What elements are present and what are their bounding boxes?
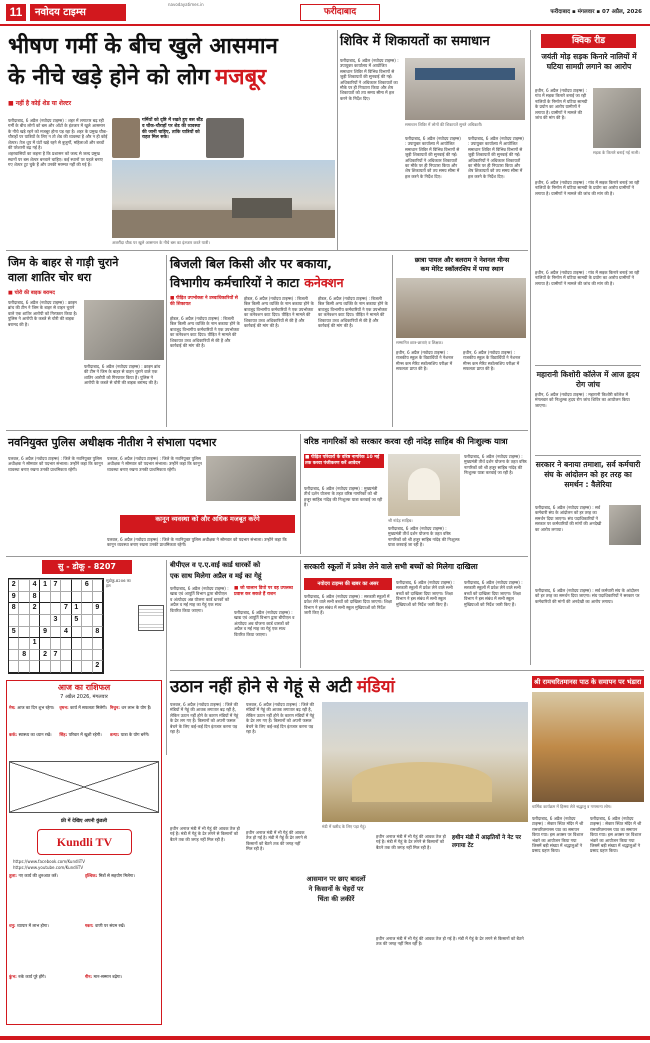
sudoku-cell	[51, 603, 61, 615]
rashi-name: मेष:	[9, 705, 18, 710]
rashi-name: कन्या:	[109, 731, 121, 737]
sudoku-cell	[61, 638, 71, 650]
lead-body-1: फरीदाबाद, 6 अप्रैल (नवोदय टाइम्स) : शहर में लगातार बढ़ रही गर्मी के बीच लोगों को बस और ऑटो के इंतजार में खुले आसमान के नीचे खड़े रहने को मजबूर होना पड़ रहा है। शहर के प्रमुख चौक-चौराहों पर यात्रियों के लिए न तो शेड की व्यवस्था है और न ही कोई शेल्टर। तेज धूप में घंटों खड़े रहने से बुजुर्गों, महिलाओं और बच्चों की परेशानी बढ़ गई है।	[8, 118, 108, 151]
sudoku-cell: 4	[61, 627, 71, 639]
sudoku-cell	[61, 592, 71, 604]
sudoku-cell	[82, 638, 92, 650]
masthead	[0, 0, 650, 26]
sudoku-cell	[40, 603, 50, 615]
sudoku-cell	[9, 638, 19, 650]
sudoku-cell	[9, 661, 19, 673]
sudoku-cell	[72, 627, 82, 639]
jim-kicker: ■ चोरी की बाइक बरामद	[8, 290, 55, 296]
sudoku-cell	[72, 592, 82, 604]
bpl-headline-line2: एक साथ मिलेगा अप्रैल व मई का गेहूं	[170, 572, 262, 580]
sudoku-cell	[40, 592, 50, 604]
jim-body-col2: फरीदाबाद, 6 अप्रैल (नवोदय टाइम्स) : क्राइम ब्रांच की टीम ने जिम के बाहर से वाहन चुराने वाले एक शातिर आरोपी को गिरफ्तार किया है। पुलिस ने आरोपी के कब्जे से चोरी की बाइक बरामद की है।	[84, 364, 161, 386]
qr-story1-body-cont: हथीन, 6 अप्रैल (नवोदय टाइम्स) : गांव में सड़क किनारे बनाई जा रही नालियों के निर्माण में घटिया सामग्री के प्रयोग का आरोप ग्रामीणों ने लगाया है। ग्रामीणों ने मामले की जांच की मांग की है।	[535, 180, 640, 196]
rashi-name: तुला:	[9, 873, 19, 878]
sudoku-cell: 1	[40, 580, 50, 592]
sudoku-cell	[19, 603, 29, 615]
sudoku-cell	[93, 580, 103, 592]
qr-story1-photo	[593, 88, 641, 148]
kundli-facebook-link[interactable]: https://www.facebook.com/KundliTV	[13, 859, 85, 864]
sudoku-cell: 1	[72, 603, 82, 615]
lead-body-2: शहरवासियों का कहना है कि प्रशासन को जल्द से जल्द प्रमुख स्थानों पर बस शेल्टर बनवाने चाहिए। कई स्थानों पर पहले बनाए गए शेल्टर टूट चुके हैं और उनकी मरम्मत नहीं की गई है।	[8, 151, 103, 168]
sudoku-cell	[93, 615, 103, 627]
uthan-headline-text: उठान नहीं होने से गेहूं से अटी	[170, 677, 352, 697]
ramcharit-photo	[532, 692, 644, 802]
sudoku-cell	[19, 627, 29, 639]
sudoku-cell	[82, 592, 92, 604]
rashi-text: रुके कार्य पूरे होंगे।	[18, 973, 47, 979]
kundli-tag: फ्री में देखिए अपनी कुंडली	[61, 819, 107, 824]
rashi-name: सिंह:	[59, 731, 69, 737]
rashi-text: धन लाभ के योग हैं।	[121, 705, 152, 710]
rashi-text: यात्रा के योग बनेंगे।	[120, 731, 150, 737]
qr-story2-body: हथीन, 6 अप्रैल (नवोदय टाइम्स) : महारानी किशोरी कॉलेज में मंगलवार को निःशुल्क हृदय रोग जांच शिविर का आयोजन किया जाएगा।	[535, 392, 630, 408]
rashi-name: धनु:	[9, 923, 18, 929]
bijli-kicker: ■ पीड़ित उपभोक्ता ने उच्चाधिकारियों से की शिकायत	[170, 296, 238, 307]
rashi-text: कार्य में सफलता मिलेगी।	[70, 705, 108, 710]
uthan-caption: मंडी में खरीद के लिए पड़ा गेहूं।	[322, 824, 367, 829]
sudoku-cell	[61, 580, 71, 592]
bijli-headline-line2: विभागीय कर्मचारियों ने काटा	[170, 275, 300, 290]
sudoku-cell	[72, 638, 82, 650]
sudoku-cell	[40, 615, 50, 627]
shivir-caption: समाधान शिविर में लोगों की शिकायतें सुनते अधिकारी।	[405, 122, 483, 127]
rashi-text: मान-सम्मान बढ़ेगा।	[93, 973, 123, 979]
paper-name: नवोदय टाइम्स	[30, 4, 126, 21]
varishth-body-col2: फरीदाबाद, 6 अप्रैल (नवोदय टाइम्स) : मुख्यमंत्री तीर्थ दर्शन योजना के तहत वरिष्ठ नागरिकों को श्री हजूर साहिब नांदेड़ की निःशुल्क यात्रा करवाई जा रही है।	[388, 526, 460, 548]
varishth-headline: वरिष्ठ नागरिकों को सरकार करवा रही नांदेड़ साहिब की निःशुल्क यात्रा	[304, 436, 508, 446]
sudoku-cell	[72, 661, 82, 673]
chhatra-headline	[396, 256, 528, 273]
chhatra-headline-line2: कम मेरिट स्कॉलरशिप में पाया स्थान	[420, 264, 504, 273]
sudoku-cell	[40, 661, 50, 673]
sudoku-cell: 8	[30, 592, 40, 604]
varishth-body-col1: फरीदाबाद, 6 अप्रैल (नवोदय टाइम्स) : मुख्यमंत्री तीर्थ दर्शन योजना के तहत वरिष्ठ नागरिकों को श्री हजूर साहिब नांदेड़ की निःशुल्क यात्रा करवाई जा रही है।	[304, 486, 383, 508]
rashi-text: आज का दिन शुभ रहेगा।	[17, 705, 55, 710]
sudoku-cell	[61, 615, 71, 627]
sudoku-cell	[82, 603, 92, 615]
sudoku-cell	[61, 661, 71, 673]
lead-body-col1	[8, 118, 108, 240]
ramcharit-headline: श्री रामचरितमानस पाठ के समापन पर भंडारा	[532, 676, 644, 688]
kundli-chart	[9, 761, 159, 813]
sudoku-cell	[19, 615, 29, 627]
jim-headline-line1: जिम के बाहर से गाड़ी चुराने	[8, 256, 119, 269]
qr-story2-headline: महारानी किशोरी कॉलेज में आज हृदय रोग जांच	[536, 370, 640, 389]
sudoku-cell: 7	[61, 603, 71, 615]
rashi-text: नए कार्य की शुरुआत करें।	[18, 873, 58, 878]
sudoku-cell	[30, 650, 40, 662]
jim-body-col1: फरीदाबाद, 6 अप्रैल (नवोदय टाइम्स) : क्राइम ब्रांच की टीम ने जिम के बाहर से वाहन चुराने वाले एक शातिर आरोपी को गिरफ्तार किया है। पुलिस ने आरोपी के कब्जे से चोरी की बाइक बरामद की है।	[8, 300, 78, 327]
ramcharit-caption: धार्मिक कार्यक्रम में हिस्सा लेते श्रद्धालु व गणमान्य लोग।	[532, 804, 612, 809]
shivir-body-col3: फरीदाबाद, 6 अप्रैल (नवोदय टाइम्स) : उपायुक्त कार्यालय में आयोजित समाधान शिविर में विभिन्न विभागों से जुड़ी शिकायतों की सुनवाई की गई। अधिकारियों ने अधिकतर शिकायतों का मौके पर ही निपटारा किया और शेष शिकायतों को तय समय सीमा में हल करने के निर्देश दिए।	[468, 136, 524, 179]
police-body-col1: पलवल, 6 अप्रैल (नवोदय टाइम्स) : जिले के नवनियुक्त पुलिस अधीक्षक ने सोमवार को पदभार संभाला। उन्होंने कहा कि कानून व्यवस्था बनाए रखना उनकी प्राथमिकता रहेगी।	[8, 456, 103, 472]
rashi-name: वृषभ:	[59, 705, 71, 710]
uthan-side-headline: हथीन मंडी में आढ़तियों ने नेट पर लगाया टेंट	[452, 835, 522, 849]
varishth-kicker: ■ पीड़ित परिवारों के वरिष्ठ नागरिक 10 मई तक करवा पंजीकरण करें आवेदन	[304, 454, 384, 468]
sudoku-cell: 9	[9, 592, 19, 604]
shivir-headline: शिविर में शिकायतों का समाधान	[340, 34, 490, 49]
rashi-item	[59, 705, 108, 731]
rashi-item	[9, 873, 84, 922]
bijli-headline-highlight: कनेक्शन	[304, 275, 344, 290]
rashifal-title: आज का राशिफल	[7, 681, 161, 694]
kundli-youtube-link[interactable]: https://www.youtube.com/KundliTV	[13, 865, 84, 870]
rashi-list	[9, 873, 159, 1023]
sudoku-cell: 5	[9, 627, 19, 639]
sudoku-cell	[82, 615, 92, 627]
quote-avatar-2	[206, 118, 244, 158]
rashi-text: स्वास्थ्य का ध्यान रखें।	[18, 731, 52, 737]
sudoku-cell: 4	[30, 580, 40, 592]
sudoku-cell	[82, 661, 92, 673]
quote-text: गर्मियों को दृष्टि में रखते हुए बस स्टैंड व चौक-चौराहों पर शेड की व्यवस्था की जानी चाहिए, ताकि यात्रियों को राहत मिल सके।	[142, 118, 203, 141]
shivir-body-col1: फरीदाबाद, 6 अप्रैल (नवोदय टाइम्स) : उपायुक्त कार्यालय में आयोजित समाधान शिविर में विभिन्न विभागों से जुड़ी शिकायतों की सुनवाई की गई। अधिकारियों ने अधिकतर शिकायतों का मौके पर ही निपटारा किया और शेष शिकायतों को तय समय सीमा में हल करने के निर्देश दिए।	[340, 58, 399, 101]
qr-story1-body-cont2: हथीन, 6 अप्रैल (नवोदय टाइम्स) : गांव में सड़क किनारे बनाई जा रही नालियों के निर्माण में घटिया सामग्री के प्रयोग का आरोप ग्रामीणों ने लगाया है। ग्रामीणों ने मामले की जांच की मांग की है।	[535, 270, 640, 286]
police-body-col2: पलवल, 6 अप्रैल (नवोदय टाइम्स) : जिले के नवनियुक्त पुलिस अधीक्षक ने सोमवार को पदभार संभाला। उन्होंने कहा कि कानून व्यवस्था बनाए रखना उनकी प्राथमिकता रहेगी।	[107, 456, 202, 472]
uthan-body-col4: हथीन अनाज मंडी में भी गेहूं की आवक तेज हो गई है। मंडी में गेहूं के ढेर लगने से किसानों को बैठने तक की जगह नहीं मिल रही है।	[246, 830, 307, 852]
sudoku-cell	[72, 580, 82, 592]
qr-story1-body: हथीन, 6 अप्रैल (नवोदय टाइम्स) : गांव में सड़क किनारे बनाई जा रही नालियों के निर्माण में घटिया सामग्री के प्रयोग का आरोप ग्रामीणों ने लगाया है। ग्रामीणों ने मामले की जांच की मांग की है।	[535, 88, 588, 121]
sudoku-cell: 8	[9, 603, 19, 615]
school-body-col2: फरीदाबाद, 6 अप्रैल (नवोदय टाइम्स) : सरकारी स्कूलों में प्रवेश लेने वाले सभी बच्चों को दाखिला दिया जाएगा। शिक्षा विभाग ने इस संबंध में सभी स्कूल मुखियाओं को निर्देश जारी किए हैं।	[396, 580, 455, 607]
uthan-photo	[322, 702, 528, 822]
sudoku-label: सु - डोकू - 8207	[42, 560, 132, 574]
chhatra-photo	[396, 278, 526, 338]
lead-headline	[8, 31, 333, 93]
bottom-rule	[0, 1036, 650, 1040]
rashi-item	[9, 732, 58, 758]
uthan-body-col3: हथीन अनाज मंडी में भी गेहूं की आवक तेज हो गई है। मंडी में गेहूं के ढेर लगने से किसानों को बैठने तक की जगह नहीं मिल रही है।	[170, 826, 240, 842]
school-box: नवोदय टाइम्स की खबर का असर	[304, 578, 392, 590]
sudoku-cell	[30, 615, 40, 627]
rashi-name: कर्क:	[9, 731, 19, 737]
shivir-body-col2: फरीदाबाद, 6 अप्रैल (नवोदय टाइम्स) : उपायुक्त कार्यालय में आयोजित समाधान शिविर में विभिन्न विभागों से जुड़ी शिकायतों की सुनवाई की गई। अधिकारियों ने अधिकतर शिकायतों का मौके पर ही निपटारा किया और शेष शिकायतों को तय समय सीमा में हल करने के निर्देश दिए।	[405, 136, 461, 179]
rashi-item	[85, 923, 160, 972]
varishth-caption: श्री नांदेड़ साहिब।	[388, 518, 413, 523]
lead-headline-line2: के नीचे खड़े होने को लोग	[8, 65, 211, 90]
rashi-name: मिथुन:	[109, 705, 122, 710]
sudoku-cell: 8	[19, 650, 29, 662]
school-body-col1: फरीदाबाद, 6 अप्रैल (नवोदय टाइम्स) : सरकारी स्कूलों में प्रवेश लेने वाले सभी बच्चों को दाखिला दिया जाएगा। शिक्षा विभाग ने इस संबंध में सभी स्कूल मुखियाओं को निर्देश जारी किए हैं।	[304, 594, 392, 616]
qr-story1-caption: सड़क के किनारे बनाई गई नाली।	[593, 150, 640, 155]
shivir-photo	[405, 58, 525, 120]
sudoku-solution-grid	[138, 605, 164, 631]
sudoku-cell: 2	[9, 580, 19, 592]
sudoku-cell	[93, 638, 103, 650]
bpl-headline	[170, 560, 295, 582]
sudoku-cell: 3	[51, 615, 61, 627]
sudoku-cell: 1	[30, 638, 40, 650]
lead-caption: अजरौंदा चौक पर खुले आसमान के नीचे बस का इंतजार करते यात्री।	[112, 240, 210, 245]
rashi-item	[110, 732, 159, 758]
sudoku-cell: 9	[40, 627, 50, 639]
sudoku-cell	[51, 638, 61, 650]
rashi-text: व्यापार में लाभ होगा।	[17, 923, 49, 929]
chhatra-caption: सम्मानित छात्र-छात्राएं व शिक्षक।	[396, 340, 443, 345]
quote-avatar-1	[112, 118, 140, 158]
sudoku-cell	[19, 580, 29, 592]
paper-subline: navodayatimes.in	[168, 2, 204, 7]
jim-headline	[8, 255, 163, 285]
rashi-text: परिवार में खुशी रहेगी।	[68, 731, 102, 737]
rashifal-date: 7 अप्रैल 2026, मंगलवार	[60, 694, 108, 700]
rashi-name: वृश्चिक:	[84, 873, 99, 878]
dateline: फरीदाबाद ▪ मंगलवार ▪ 07 अप्रैल, 2026	[550, 9, 642, 15]
bijli-headline	[170, 255, 390, 291]
sudoku-cell: 2	[30, 603, 40, 615]
quick-read-label: क्विक रीड	[541, 34, 636, 48]
rashifal	[6, 680, 162, 1025]
jim-headline-line2: वाला शातिर चोर धरा	[8, 271, 92, 284]
sudoku-cell	[82, 650, 92, 662]
sudoku-cell: 6	[82, 580, 92, 592]
sudoku-cell	[93, 592, 103, 604]
sudoku-cell	[93, 650, 103, 662]
rashi-text: मित्रों से सहयोग मिलेगा।	[98, 873, 135, 878]
section-name: फरीदाबाद	[300, 4, 380, 21]
bpl-headline-line1: बीपीएल व ए.ए.वाई कार्ड धारकों को	[170, 561, 261, 569]
lead-headline-line1: भीषण गर्मी के बीच खुले आसमान	[8, 34, 278, 59]
lead-kicker: ■ नहीं है कोई शेड या शेल्टर	[8, 100, 72, 107]
sudoku-cell: 9	[93, 603, 103, 615]
sudoku-cell: 5	[72, 615, 82, 627]
rashi-item	[9, 974, 84, 1023]
kundli-brand: Kundli TV	[37, 829, 132, 855]
qr-story3-body-cont: फरीदाबाद, 6 अप्रैल (नवोदय टाइम्स) : सर्व कर्मचारी संघ के आंदोलन को हर तरह का समर्थन दिया जाएगा। संघ पदाधिकारियों ने सरकार पर कर्मचारियों की मांगों की अनदेखी का आरोप लगाया।	[535, 588, 640, 604]
bijli-body-col1: होडल, 6 अप्रैल (नवोदय टाइम्स) : बिजली बिल किसी अन्य व्यक्ति के नाम बकाया होने के बावजूद विभागीय कर्मचारियों ने एक उपभोक्ता का कनेक्शन काट दिया। पीड़ित ने मामले की शिकायत उच्च अधिकारियों से की है और कार्रवाई की मांग की है।	[170, 316, 240, 349]
rashi-item	[85, 873, 160, 922]
sudoku-instructions: सुडोकू-8206 का हल	[106, 578, 131, 589]
rashi-text: वाणी पर संयम रखें।	[95, 923, 126, 929]
rashi-item	[85, 974, 160, 1023]
sudoku-cell	[19, 592, 29, 604]
police-banner: कानून व्यवस्था को और अधिक मजबूत करेंगे	[120, 515, 295, 533]
bijli-body-col3: होडल, 6 अप्रैल (नवोदय टाइम्स) : बिजली बिल किसी अन्य व्यक्ति के नाम बकाया होने के बावजूद विभागीय कर्मचारियों ने एक उपभोक्ता का कनेक्शन काट दिया। पीड़ित ने मामले की शिकायत उच्च अधिकारियों से की है और कार्रवाई की मांग की है।	[318, 296, 388, 329]
rashi-name: मीन:	[84, 973, 94, 979]
sudoku-cell	[30, 627, 40, 639]
uthan-pullquote: आसमान पर छाए बादलों ने किसानों के चेहरों पर चिंता की लकीरें	[300, 870, 372, 908]
rashi-item	[9, 923, 84, 972]
qr-story1-headline: जयंती मोड़ सड़क किनारे नालियों में घटिया सामग्री लगाने का आरोप	[541, 52, 637, 71]
police-photo	[206, 456, 296, 501]
sudoku-cell	[19, 661, 29, 673]
qr-story3-photo	[609, 505, 641, 545]
sudoku-cell	[51, 627, 61, 639]
sudoku-cell	[82, 627, 92, 639]
uthan-body-col2: पलवल, 6 अप्रैल (नवोदय टाइम्स) : जिले की मंडियों में गेहूं की आवक लगातार बढ़ रही है, लेकिन उठान नहीं होने के कारण मंडियों में गेहूं के ढेर लग गए हैं। किसानों को अपनी फसल बेचने के लिए कई-कई दिन इंतजार करना पड़ रहा है।	[246, 702, 315, 735]
chhatra-body-col1: हथीन, 6 अप्रैल (नवोदय टाइम्स) : राजकीय स्कूल के विद्यार्थियों ने नेशनल मीन्स कम मेरिट स्कॉलरशिप परीक्षा में सफलता प्राप्त की है।	[396, 350, 454, 372]
sudoku-grid	[8, 578, 104, 674]
rashi-item	[9, 705, 58, 731]
page-number: 11	[6, 4, 26, 21]
bijli-body-col2: होडल, 6 अप्रैल (नवोदय टाइम्स) : बिजली बिल किसी अन्य व्यक्ति के नाम बकाया होने के बावजूद विभागीय कर्मचारियों ने एक उपभोक्ता का कनेक्शन काट दिया। पीड़ित ने मामले की शिकायत उच्च अधिकारियों से की है और कार्रवाई की मांग की है।	[244, 296, 314, 329]
qr-story3-body: फरीदाबाद, 6 अप्रैल (नवोदय टाइम्स) : सर्व कर्मचारी संघ के आंदोलन को हर तरह का समर्थन दिया जाएगा। संघ पदाधिकारियों ने सरकार पर कर्मचारियों की मांगों की अनदेखी का आरोप लगाया।	[535, 505, 602, 532]
jim-photo	[84, 300, 164, 360]
sudoku-cell	[40, 638, 50, 650]
sudoku-cell	[9, 615, 19, 627]
ramcharit-body-col2: फरीदाबाद, 6 अप्रैल (नवोदय टाइम्स) : सेक्टर स्थित मंदिर में श्री रामचरितमानस पाठ का समापन किया गया। इस अवसर पर विशाल भंडारे का आयोजन किया गया जिसमें बड़ी संख्या में श्रद्धालुओं ने प्रसाद ग्रहण किया।	[590, 816, 642, 854]
sudoku-cell: 7	[51, 580, 61, 592]
sudoku-cell	[19, 638, 29, 650]
qr-story3-headline: सरकार ने बनाया तमाशा, सर्व कर्मचारी संघ के आंदोलन को हर तरह का समर्थन : वैलेरिया	[535, 460, 641, 489]
school-body-col3: फरीदाबाद, 6 अप्रैल (नवोदय टाइम्स) : सरकारी स्कूलों में प्रवेश लेने वाले सभी बच्चों को दाखिला दिया जाएगा। शिक्षा विभाग ने इस संबंध में सभी स्कूल मुखियाओं को निर्देश जारी किए हैं।	[464, 580, 523, 607]
sudoku-cell: 7	[51, 650, 61, 662]
bijli-headline-line1: बिजली बिल किसी और पर बकाया,	[170, 256, 332, 271]
varishth-photo	[388, 454, 460, 516]
rashi-name: मकर:	[84, 923, 96, 929]
police-headline: नवनियुक्त पुलिस अधीक्षक नीतीश ने संभाला पदभार	[8, 436, 217, 449]
sudoku-cell: 8	[93, 627, 103, 639]
bpl-body-col2: फरीदाबाद, 6 अप्रैल (नवोदय टाइम्स) : खाद्य एवं आपूर्ति विभाग द्वारा बीपीएल व अंत्योदय अन्न योजना कार्ड धारकों को अप्रैल व मई माह का गेहूं एक साथ वितरित किया जाएगा।	[234, 610, 295, 637]
ramcharit-body-col1: फरीदाबाद, 6 अप्रैल (नवोदय टाइम्स) : सेक्टर स्थित मंदिर में श्री रामचरितमानस पाठ का समापन किया गया। इस अवसर पर विशाल भंडारे का आयोजन किया गया जिसमें बड़ी संख्या में श्रद्धालुओं ने प्रसाद ग्रहण किया।	[532, 816, 584, 854]
sudoku-cell	[9, 650, 19, 662]
quick-read-sidebar	[530, 30, 644, 665]
rashi-item	[110, 705, 159, 731]
rashi-item	[59, 732, 108, 758]
rashi-name: कुंभ:	[9, 973, 19, 979]
lead-headline-highlight: मजबूर	[215, 65, 267, 90]
sudoku-cell	[51, 661, 61, 673]
uthan-body-col6: हथीन अनाज मंडी में भी गेहूं की आवक तेज हो गई है। मंडी में गेहूं के ढेर लगने से किसानों को बैठने तक की जगह नहीं मिल रही है।	[376, 936, 524, 947]
bpl-body-col1: फरीदाबाद, 6 अप्रैल (नवोदय टाइम्स) : खाद्य एवं आपूर्ति विभाग द्वारा बीपीएल व अंत्योदय अन्न योजना कार्ड धारकों को अप्रैल व मई माह का गेहूं एक साथ वितरित किया जाएगा।	[170, 586, 230, 613]
bpl-kicker: ■ जो चालान डिपो पर वह उपलब्ध प्रवास कर सकते हैं राशन	[234, 586, 293, 597]
rashi-list-top	[9, 705, 159, 757]
sudoku-cell	[51, 592, 61, 604]
lead-photo	[112, 160, 335, 238]
varishth-body-col3: फरीदाबाद, 6 अप्रैल (नवोदय टाइम्स) : मुख्यमंत्री तीर्थ दर्शन योजना के तहत वरिष्ठ नागरिकों को श्री हजूर साहिब नांदेड़ की निःशुल्क यात्रा करवाई जा रही है।	[464, 454, 527, 476]
police-body-col3: पलवल, 6 अप्रैल (नवोदय टाइम्स) : जिले के नवनियुक्त पुलिस अधीक्षक ने सोमवार को पदभार संभाला। उन्होंने कहा कि कानून व्यवस्था बनाए रखना उनकी प्राथमिकता रहेगी।	[107, 537, 287, 548]
sudoku-cell	[30, 661, 40, 673]
sudoku-cell	[72, 650, 82, 662]
uthan-headline	[170, 676, 525, 698]
school-headline: सरकारी स्कूलों में प्रवेश लेने वाले सभी बच्चों को मिलेगा दाखिला	[304, 562, 478, 571]
sudoku-cell: 2	[40, 650, 50, 662]
chhatra-headline-line1: छात्रा पायल और बलराम ने नेशनल मीन्स	[414, 256, 510, 264]
uthan-body-col5: हथीन अनाज मंडी में भी गेहूं की आवक तेज हो गई है। मंडी में गेहूं के ढेर लगने से किसानों को बैठने तक की जगह नहीं मिल रही है।	[376, 834, 446, 850]
uthan-body-col1: पलवल, 6 अप्रैल (नवोदय टाइम्स) : जिले की मंडियों में गेहूं की आवक लगातार बढ़ रही है, लेकिन उठान नहीं होने के कारण मंडियों में गेहूं के ढेर लग गए हैं। किसानों को अपनी फसल बेचने के लिए कई-कई दिन इंतजार करना पड़ रहा है।	[170, 702, 239, 735]
chhatra-body-col2: हथीन, 6 अप्रैल (नवोदय टाइम्स) : राजकीय स्कूल के विद्यार्थियों ने नेशनल मीन्स कम मेरिट स्कॉलरशिप परीक्षा में सफलता प्राप्त की है।	[463, 350, 521, 372]
uthan-headline-highlight: मंडियां	[356, 677, 395, 697]
sudoku-cell	[61, 650, 71, 662]
sudoku-cell: 2	[93, 661, 103, 673]
